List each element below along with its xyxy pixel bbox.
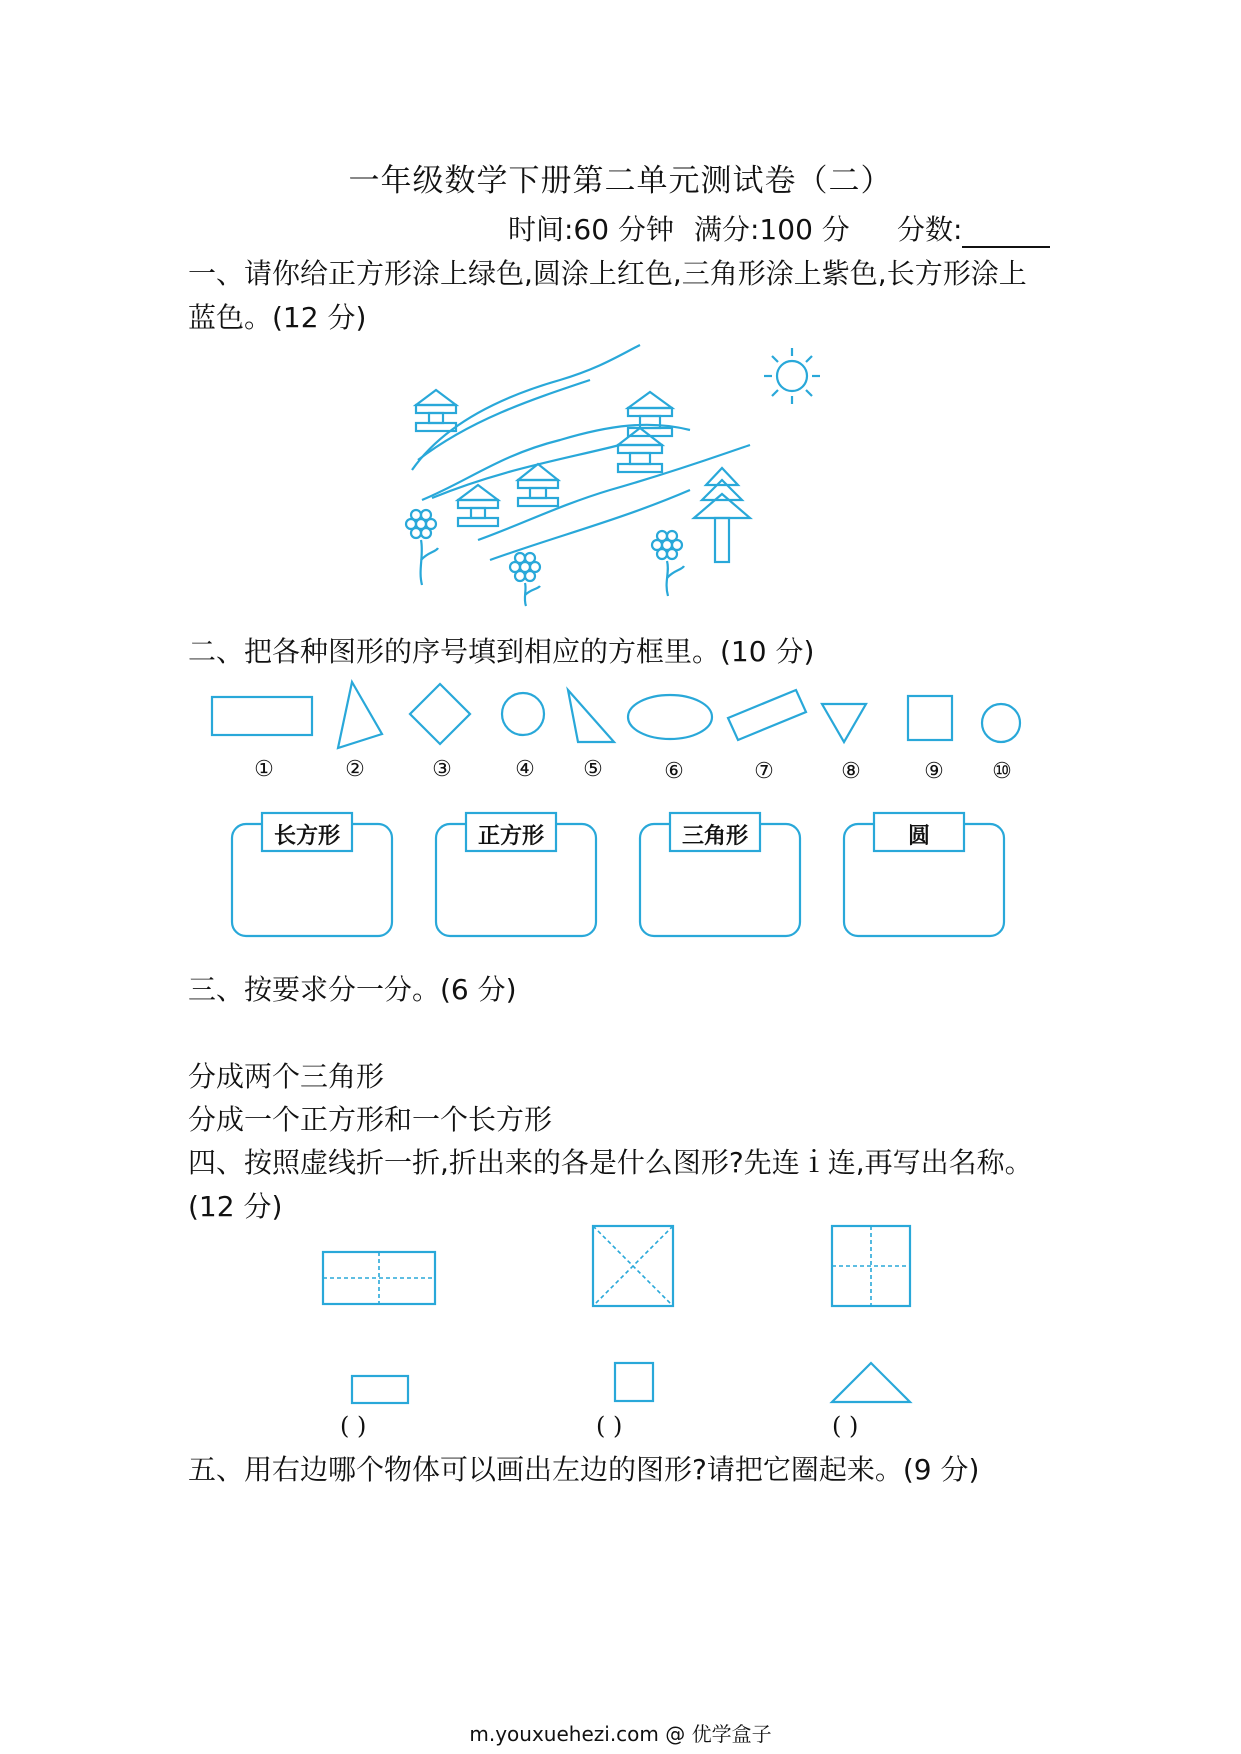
sun-icon <box>764 348 820 404</box>
q3-text: 三、按要求分一分。(6 分) <box>188 973 517 1006</box>
q2-text: 二、把各种图形的序号填到相应的方框里。(10 分) <box>188 635 815 668</box>
shape-7-rectangle <box>728 690 806 740</box>
fold-result-rectangle <box>352 1376 408 1403</box>
shape-number-6: ⑥ <box>664 759 684 784</box>
page-title: 一年级数学下册第二单元测试卷（二） <box>348 163 893 199</box>
flower-icon <box>652 531 684 596</box>
fold-figure-1 <box>323 1252 435 1304</box>
shape-number-2: ② <box>345 757 365 782</box>
shape-number-3: ③ <box>432 757 452 782</box>
tree-icon <box>694 468 750 562</box>
answer-blank-3[interactable]: ( ) <box>832 1412 859 1440</box>
shape-1-rectangle <box>212 697 312 735</box>
shape-3-diamond <box>410 684 470 744</box>
category-label-triangle: 三角形 <box>681 823 748 849</box>
fold-figure-2 <box>593 1226 673 1306</box>
flower-icon <box>406 510 438 585</box>
house-icon <box>628 392 672 436</box>
q3-item-a: 分成两个三角形 <box>188 1060 385 1093</box>
shape-2-triangle <box>338 682 382 748</box>
shape-9-square <box>908 696 952 740</box>
category-label-rectangle: 长方形 <box>273 823 340 849</box>
shape-number-8: ⑧ <box>841 759 861 784</box>
shape-number-4: ④ <box>515 757 535 782</box>
answer-blank-2[interactable]: ( ) <box>596 1412 623 1440</box>
house-icon <box>618 428 662 472</box>
house-icon <box>458 485 498 526</box>
shape-5-triangle <box>568 690 614 742</box>
shape-number-5: ⑤ <box>583 757 603 782</box>
house-icon <box>518 464 558 506</box>
shape-10-circle <box>982 704 1020 742</box>
flower-icon <box>510 553 540 606</box>
house-icon <box>416 390 456 431</box>
fold-result-triangle <box>832 1363 910 1402</box>
q5-text: 五、用右边哪个物体可以画出左边的图形?请把它圈起来。(9 分) <box>188 1453 980 1486</box>
category-label-square: 正方形 <box>477 823 544 849</box>
q4-line1: 四、按照虚线折一折,折出来的各是什么图形?先连ｉ连,再写出名称。 <box>188 1146 1033 1179</box>
shape-number-9: ⑨ <box>924 759 944 784</box>
shape-number-1: ① <box>254 757 274 782</box>
q4-line2: (12 分) <box>188 1190 283 1223</box>
score-label: 分数: <box>897 213 963 246</box>
time-info: 时间:60 分钟 <box>508 213 674 246</box>
shape-6-ellipse <box>628 695 712 739</box>
answer-blank-1[interactable]: ( ) <box>340 1412 367 1440</box>
shape-4-circle <box>502 693 544 735</box>
shape-number-7: ⑦ <box>754 759 774 784</box>
shape-number-10: ⑩ <box>992 759 1012 784</box>
fold-figure-3 <box>832 1226 910 1306</box>
footer-source: m.youxuehezi.com @ 优学盒子 <box>469 1722 772 1746</box>
fold-result-square <box>615 1363 653 1401</box>
q3-item-b: 分成一个正方形和一个长方形 <box>188 1103 553 1136</box>
category-label-circle: 圆 <box>907 823 930 849</box>
shape-8-triangle <box>822 704 866 742</box>
full-score-info: 满分:100 分 <box>694 213 850 246</box>
q1-line1: 一、请你给正方形涂上绿色,圆涂上红色,三角形涂上紫色,长方形涂上 <box>188 257 1027 290</box>
q1-line2: 蓝色。(12 分) <box>188 301 367 334</box>
